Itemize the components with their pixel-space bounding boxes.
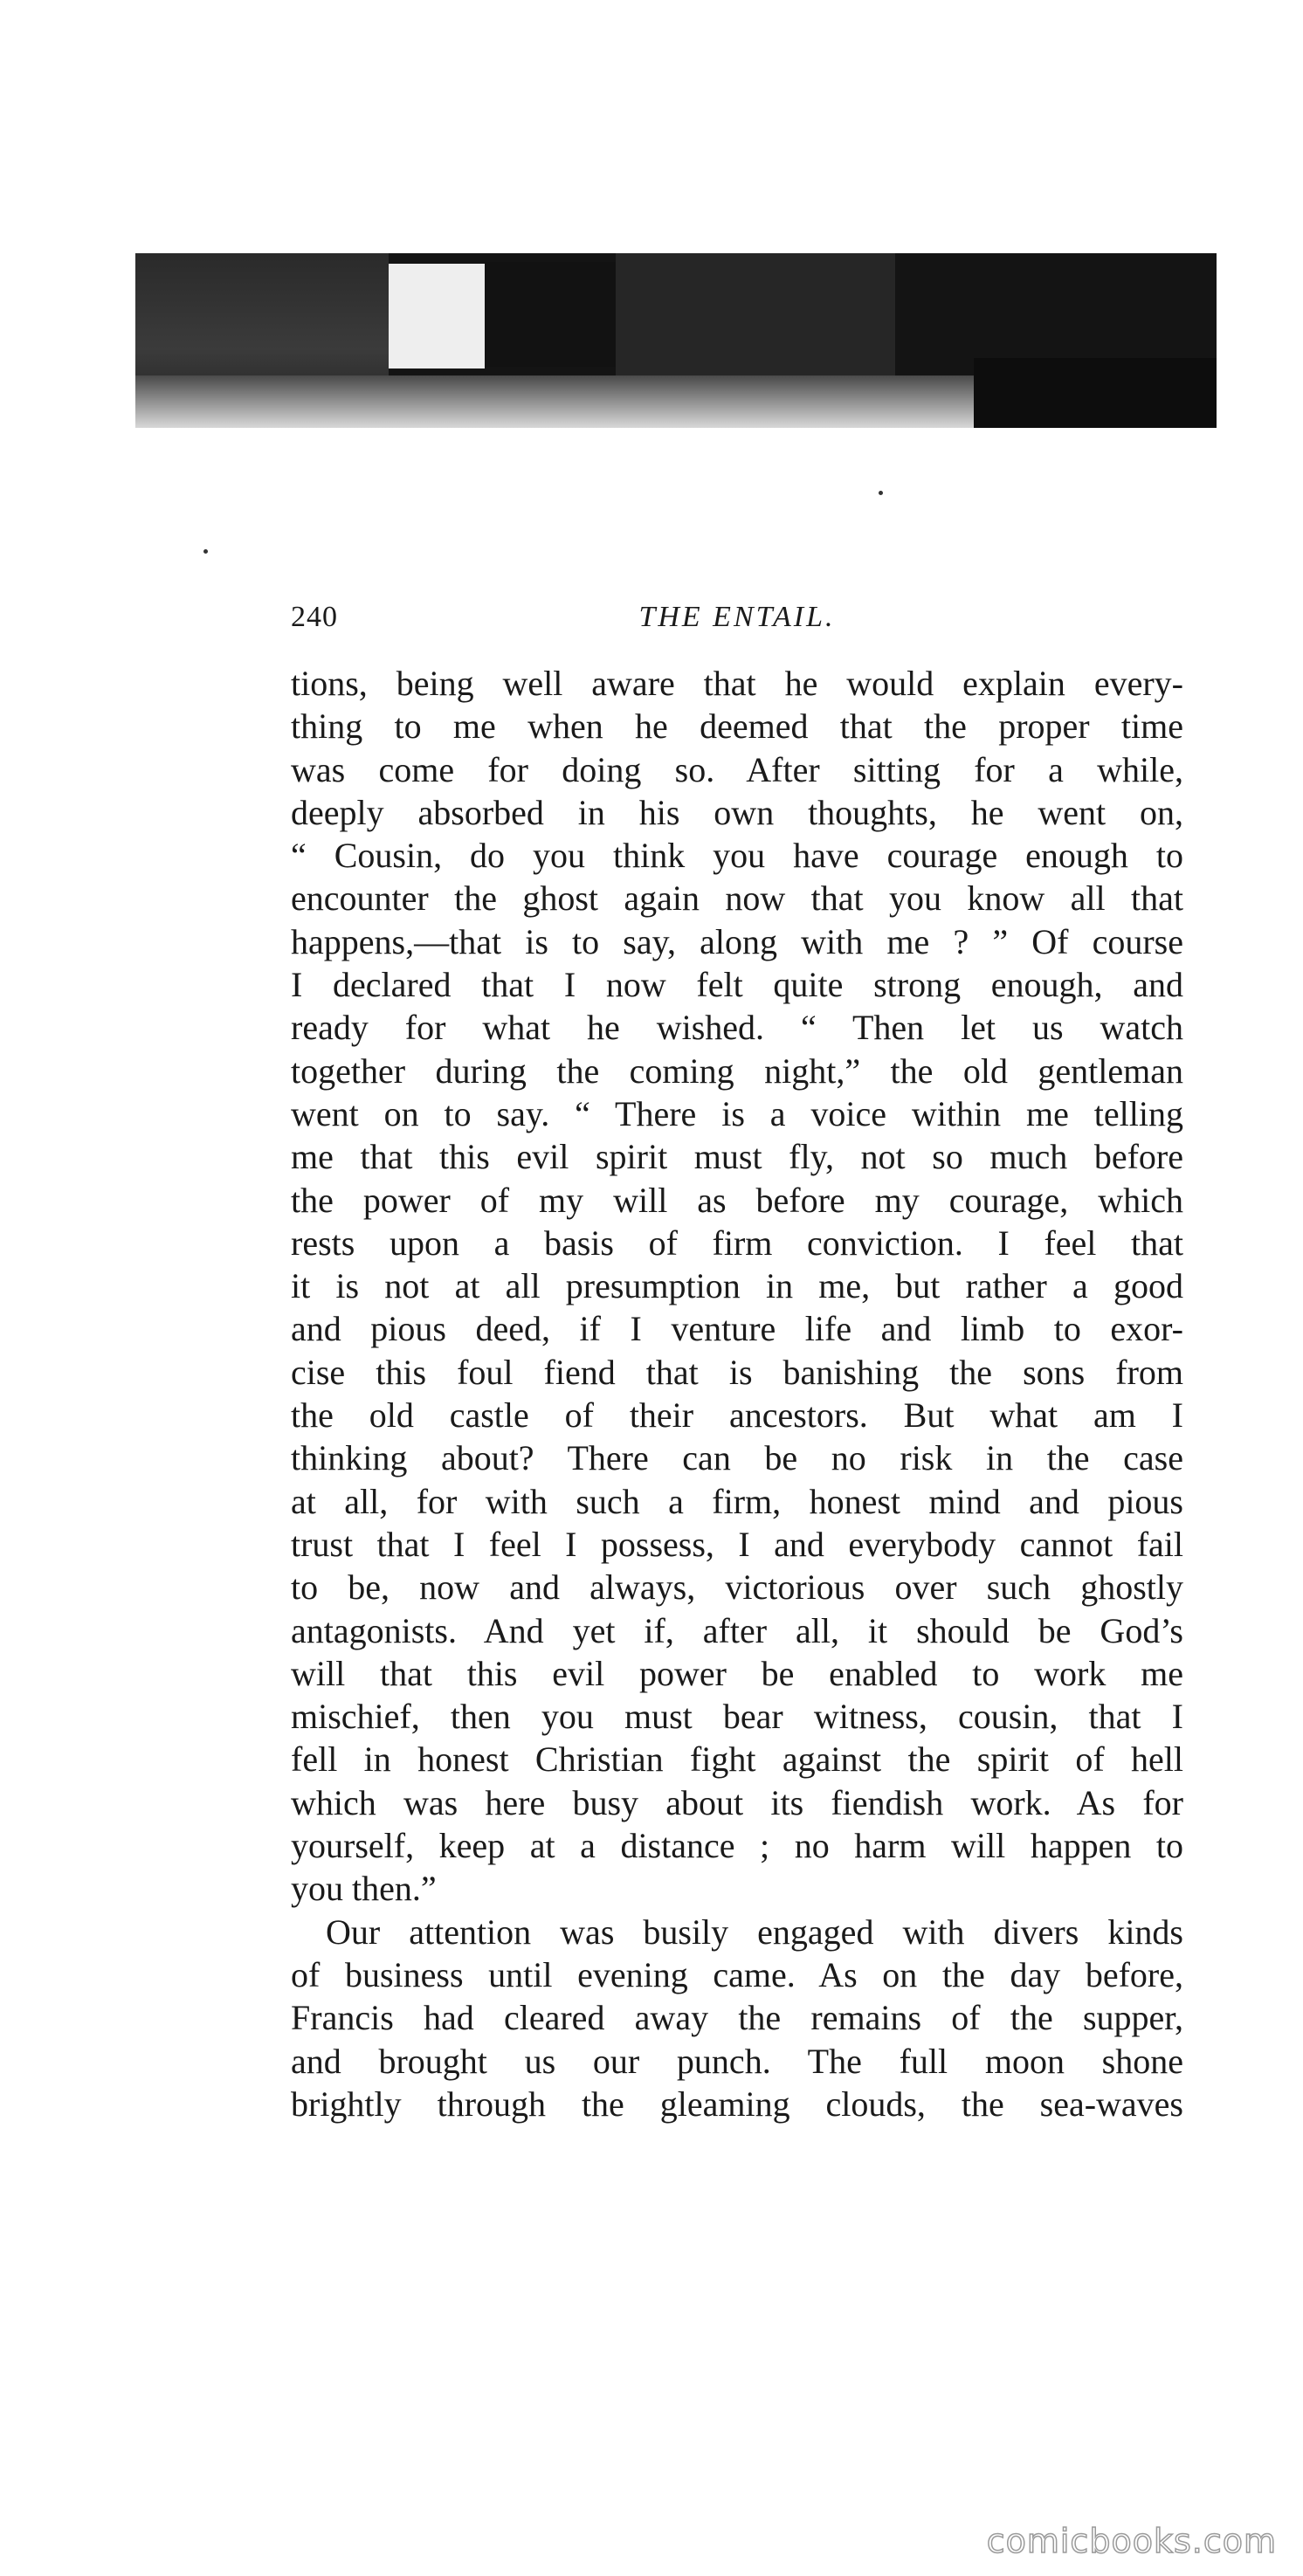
text-line: the power of my will as before my courage, which <box>291 1180 1183 1220</box>
text-line: together during the coming night,” the old gentleman <box>291 1050 1183 1091</box>
text-line: it is not at all presumption in me, but rather a good <box>291 1266 1183 1306</box>
watermark: comicbooks.com <box>986 2522 1277 2560</box>
text-line: trust that I feel I possess, I and everybody cannot fail <box>291 1524 1183 1564</box>
text-line: brightly through the gleaming clouds, the sea-waves <box>291 2084 1183 2124</box>
text-line: cise this foul fiend that is banishing the sons from <box>291 1352 1183 1392</box>
text-line: and brought us our punch. The full moon shone <box>291 2041 1183 2081</box>
scanned-image-strip <box>135 253 1217 428</box>
text-line: fell in honest Christian fight against the spirit of hell <box>291 1739 1183 1780</box>
text-line: of business until evening came. As on the day before, <box>291 1954 1183 1994</box>
strip-bright-patch <box>389 264 485 368</box>
text-line: the old castle of their ancestors. But what am I <box>291 1395 1183 1436</box>
text-line: antagonists. And yet if, after all, it should be God’s <box>291 1610 1183 1650</box>
text-line: mischief, then you must bear witness, cousin, that I <box>291 1697 1183 1737</box>
text-line: I declared that I now felt quite strong enough, and <box>291 965 1183 1005</box>
text-line: you then.” <box>291 1869 437 1909</box>
text-line: me that this evil spirit must fly, not so much before <box>291 1137 1183 1177</box>
text-line: which was here busy about its fiendish work. As for <box>291 1782 1183 1822</box>
text-line: Francis had cleared away the remains of the supper, <box>291 1998 1183 2038</box>
text-line: yourself, keep at a distance ; no harm will happen to <box>291 1826 1183 1866</box>
body-text <box>291 662 1183 2125</box>
speck-mark <box>203 549 208 554</box>
text-line: at all, for with such a firm, honest mind and pious <box>291 1481 1183 1521</box>
text-line: thing to me when he deemed that the proper time <box>291 706 1183 747</box>
text-line: ready for what he wished. “ Then let us watch <box>291 1008 1183 1048</box>
running-head <box>291 601 1183 639</box>
text-line: thinking about? There can be no risk in the case <box>291 1438 1183 1478</box>
text-line: happens,—that is to say, along with me ? ” Of course <box>291 921 1183 961</box>
strip-dark-patch <box>485 262 616 367</box>
strip-right-shadow <box>974 358 1217 428</box>
text-line: was come for doing so. After sitting for a while, <box>291 749 1183 789</box>
text-line: deeply absorbed in his own thoughts, he went on, <box>291 792 1183 832</box>
text-line: will that this evil power be enabled to work me <box>291 1653 1183 1693</box>
running-title: THE ENTAIL. <box>638 601 836 633</box>
text-line: encounter the ghost again now that you know all that <box>291 878 1183 919</box>
paragraph-first-line: Our attention was busily engaged with divers kinds <box>326 1911 1183 1952</box>
text-line: went on to say. “ There is a voice within me telling <box>291 1093 1183 1133</box>
text-line: “ Cousin, do you think you have courage enough to <box>291 836 1183 876</box>
text-line: to be, now and always, victorious over such ghostly <box>291 1567 1183 1608</box>
text-line: tions, being well aware that he would explain every- <box>291 664 1183 703</box>
speck-mark <box>879 491 883 495</box>
text-line: rests upon a basis of firm conviction. I feel that <box>291 1223 1183 1263</box>
page-number: 240 <box>291 601 338 633</box>
text-line: and pious deed, if I venture life and limb to exor- <box>291 1309 1183 1349</box>
